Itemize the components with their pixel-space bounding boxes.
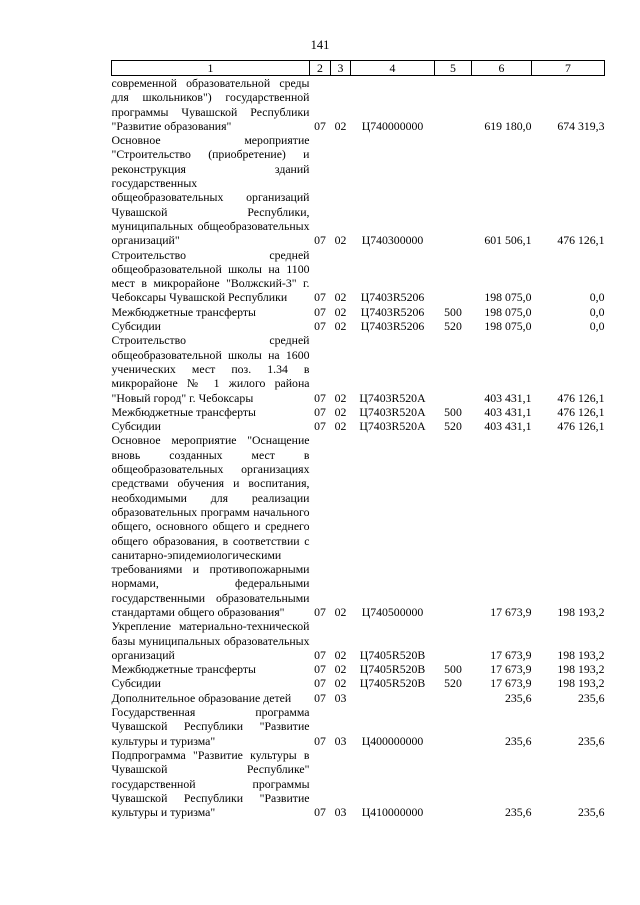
expense-type-code [435,619,472,662]
expense-type-code: 520 [444,319,462,334]
section-code: 07 [314,304,326,319]
header-cell: 3 [331,61,351,76]
section-code: 07 [314,647,326,662]
table-row [112,76,605,134]
table-row [112,705,605,748]
amount-year-2: 0,0 [589,304,605,319]
amount-year-1: 235,6 [504,805,532,820]
expense-type-code: 520 [444,676,462,691]
section-code: 07 [314,390,326,405]
header-cell: 6 [472,61,532,76]
amount-year-1: 17 673,9 [490,647,532,662]
header-cell: 1 [112,61,310,76]
header-cell: 4 [351,61,435,76]
subsection-code: 03 [334,733,347,748]
subsection-code: 02 [334,233,347,248]
section-code: 07 [314,690,326,705]
subsection-code: 02 [334,676,347,691]
amount-year-1: 17 673,9 [490,604,532,619]
row-name: Субсидии [111,676,161,691]
amount-year-1: 235,6 [504,733,532,748]
table-row [112,305,605,319]
subsection-code: 03 [334,690,347,705]
subsection-code: 02 [334,390,347,405]
table-row [112,248,605,305]
expense-type-code [435,248,472,305]
amount-year-2: 476 126,1 [557,419,605,434]
target-article-code: Ц740500000 [361,604,424,619]
amount-year-2: 198 193,2 [557,676,605,691]
subsection-code: 02 [334,304,347,319]
target-article-code: Ц7403R520A [359,390,426,405]
row-name: Строительство средней общеобразовательной школы на 1600 ученических мест поз. 1.34 в микрорайоне № 1 жилого района "Новый город" г. Чебоксары [111,333,310,405]
section-code: 07 [314,676,326,691]
amount-year-1: 17 673,9 [490,676,532,691]
expense-type-code: 500 [444,304,462,319]
target-article-code: Ц7405R520B [359,647,426,662]
section-code: 07 [314,118,326,133]
amount-year-2: 674 319,3 [557,118,605,133]
table-row [112,319,605,333]
amount-year-2: 198 193,2 [557,647,605,662]
subsection-code: 02 [334,419,347,434]
row-name: Подпрограмма "Развитие культуры в Чувашской Республике" государственной программы Чувашской Республики "Развитие культуры и туризма" [111,747,310,820]
target-article-code: Ц7403R5206 [360,304,425,319]
row-name: Строительство средней общеобразовательной школы на 1100 мест в микрорайоне "Волжский-3" г. Чебоксары Чувашской Республики [111,247,310,305]
table-row [112,433,605,619]
row-name: Укрепление материально-технической базы муниципальных образовательных организаций [111,619,310,662]
amount-year-2: 476 126,1 [557,404,605,419]
table-row [112,748,605,819]
row-name: Межбюджетные трансферты [111,404,256,419]
amount-year-2: 198 193,2 [557,662,605,677]
amount-year-1: 198 075,0 [484,319,532,334]
section-code: 07 [314,419,326,434]
expense-type-code [435,76,472,134]
expense-type-code: 520 [444,419,462,434]
subsection-code: 02 [334,290,347,305]
subsection-code: 02 [334,662,347,677]
target-article-code: Ц7405R520B [359,662,426,677]
subsection-code: 02 [334,118,347,133]
amount-year-2: 476 126,1 [557,233,605,248]
row-name: Государственная программа Чувашской Республики "Развитие культуры и туризма" [111,705,310,748]
amount-year-1: 601 506,1 [484,233,532,248]
row-name: Межбюджетные трансферты [111,662,256,677]
amount-year-1: 235,6 [504,690,532,705]
amount-year-2: 235,6 [577,805,605,820]
amount-year-2: 0,0 [589,319,605,334]
section-code: 07 [314,662,326,677]
table-row [112,405,605,419]
amount-year-1: 403 431,1 [484,404,532,419]
expense-type-code: 500 [444,662,462,677]
row-name: Субсидии [111,419,161,434]
expense-type-code [435,691,472,705]
target-article-code: Ц740300000 [361,233,424,248]
amount-year-1: 198 075,0 [484,304,532,319]
subsection-code: 02 [334,647,347,662]
row-name: Основное мероприятие "Оснащение вновь созданных мест в общеобразовательных организациях средствами обучения и воспитания, необходимыми для реализации образовательных программ начального общего, основного общего и среднего общего образования, в соответствии с санитарно-эпидемиологическими требованиями и противопожарными нормами, федеральными государственными образовательными стандартами общего образования" [111,433,310,619]
subsection-code: 02 [334,404,347,419]
header-cell: 5 [435,61,472,76]
target-article-code: Ц400000000 [361,733,424,748]
expense-type-code [435,433,472,619]
amount-year-1: 17 673,9 [490,662,532,677]
subsection-code: 02 [334,604,347,619]
amount-year-2: 235,6 [577,733,605,748]
amount-year-2: 0,0 [589,290,605,305]
amount-year-1: 619 180,0 [484,118,532,133]
target-article-code: Ц7403R520A [359,419,426,434]
subsection-code: 02 [334,319,347,334]
budget-table [111,60,605,819]
table-row [112,619,605,662]
expense-type-code [435,705,472,748]
header-cell: 2 [310,61,331,76]
section-code: 07 [314,319,326,334]
amount-year-2: 198 193,2 [557,604,605,619]
target-article-code: Ц740000000 [361,118,424,133]
row-name: Основное мероприятие "Строительство (приобретение) и реконструкция зданий государственных общеобразовательных организаций Чувашской Республики, муниципальных общеобразовательных организаций" [111,133,310,248]
target-article-code: Ц7403R520A [359,404,426,419]
table-row [112,333,605,404]
expense-type-code [435,333,472,404]
table-row [112,676,605,690]
table-row [112,133,605,247]
section-code: 07 [314,404,326,419]
table-row [112,662,605,676]
row-name: Межбюджетные трансферты [111,304,256,319]
amount-year-2: 476 126,1 [557,390,605,405]
section-code: 07 [314,805,326,820]
header-row [112,61,605,76]
subsection-code: 03 [334,805,347,820]
section-code: 07 [314,233,326,248]
expense-type-code [435,133,472,247]
amount-year-2: 235,6 [577,690,605,705]
target-article-code: Ц7405R520B [359,676,426,691]
amount-year-1: 403 431,1 [484,390,532,405]
row-name: Дополнительное образование детей [111,690,292,705]
section-code: 07 [314,604,326,619]
table-row [112,419,605,433]
target-article-code [351,691,435,705]
amount-year-1: 403 431,1 [484,419,532,434]
section-code: 07 [314,733,326,748]
row-name: современной образовательной среды для школьников") государственной программы Чувашской Республики "Развитие образования" [111,76,310,133]
table-row [112,691,605,705]
header-cell: 7 [532,61,605,76]
section-code: 07 [314,290,326,305]
row-name: Субсидии [111,319,161,334]
target-article-code: Ц7403R5206 [360,319,425,334]
target-article-code: Ц7403R5206 [360,290,425,305]
target-article-code: Ц410000000 [361,805,424,820]
expense-type-code: 500 [444,404,462,419]
page-number: 141 [310,38,330,52]
amount-year-1: 198 075,0 [484,290,532,305]
expense-type-code [435,748,472,819]
